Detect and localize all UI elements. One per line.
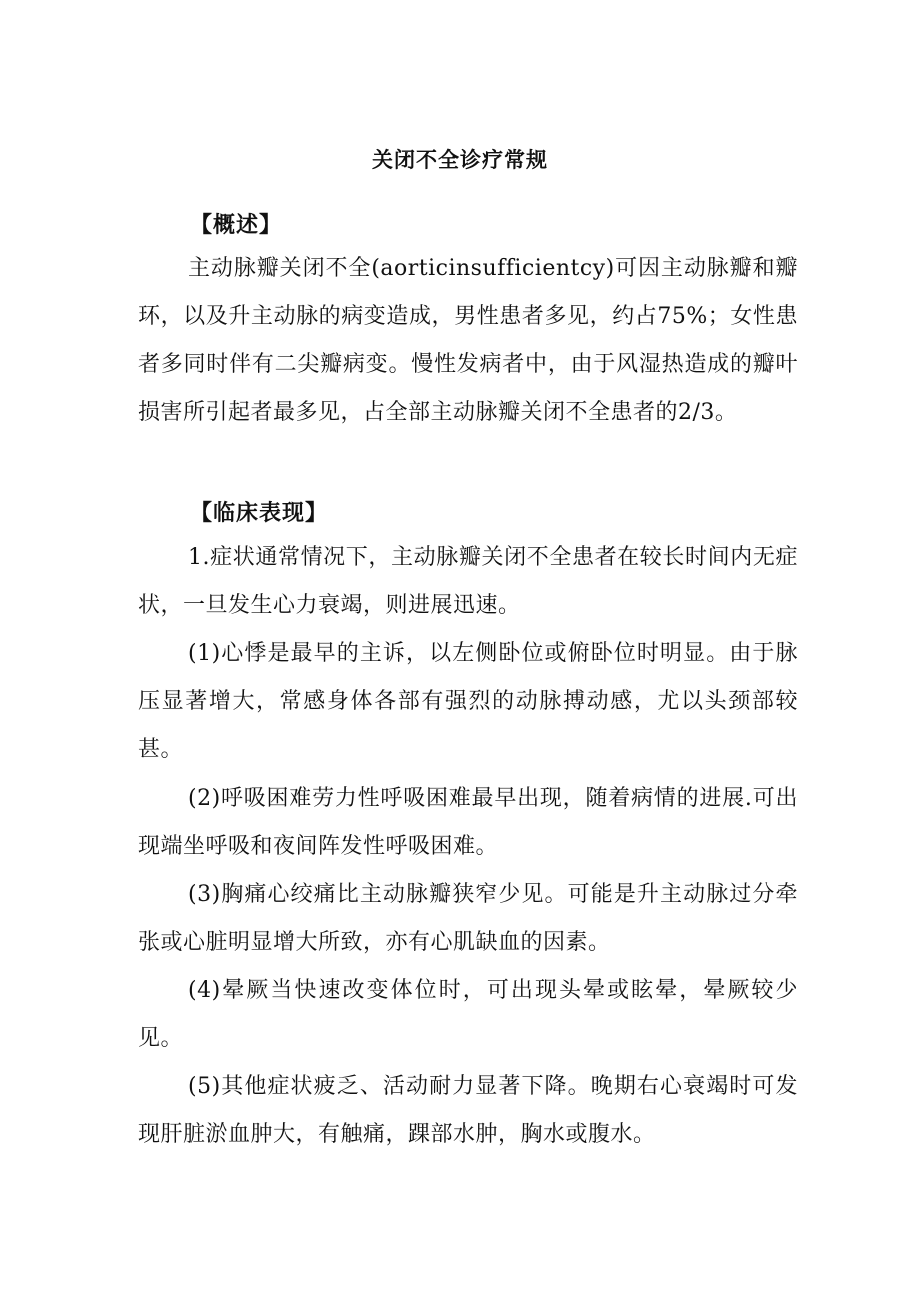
other-symptoms-paragraph: (5)其他症状疲乏、活动耐力显著下降。晚期右心衰竭时可发现肝脏淤血肿大，有触痛，踝部水肿，胸水或腹水。 (138, 1074, 798, 1147)
document-title: 关闭不全诊疗常规 (372, 148, 548, 172)
dyspnea-paragraph: (2)呼吸困难劳力性呼吸困难最早出现，随着病情的进展.可出现端坐呼吸和夜间阵发性呼吸困难。 (138, 786, 798, 859)
syncope-paragraph: (4)晕厥当快速改变体位时，可出现头晕或眩晕，晕厥较少见。 (138, 978, 798, 1051)
section-heading-clinical: 【临床表现】 (190, 501, 329, 526)
palpitation-paragraph: (1)心悸是最早的主诉，以左侧卧位或俯卧位时明显。由于脉压显著增大，常感身体各部有强烈的动脉搏动感，尤以头颈部较甚。 (138, 641, 798, 762)
section-heading-overview: 【概述】 (190, 213, 283, 238)
overview-paragraph: 主动脉瓣关闭不全(aorticinsufficientcy)可因主动脉瓣和瓣环，以及升主动脉的病变造成，男性患者多见，约占75%；女性患者多同时伴有二尖瓣病变。慢性发病者中，由于风湿热造成的瓣叶损害所引起者最多见，占全部主动脉瓣关闭不全患者的2/3。 (138, 256, 798, 425)
chest-pain-paragraph: (3)胸痛心绞痛比主动脉瓣狭窄少见。可能是升主动脉过分牵张或心脏明显增大所致，亦有心肌缺血的因素。 (138, 882, 798, 955)
symptom-paragraph: 1.症状通常情况下，主动脉瓣关闭不全患者在较长时间内无症状，一旦发生心力衰竭，则进展迅速。 (138, 545, 798, 618)
